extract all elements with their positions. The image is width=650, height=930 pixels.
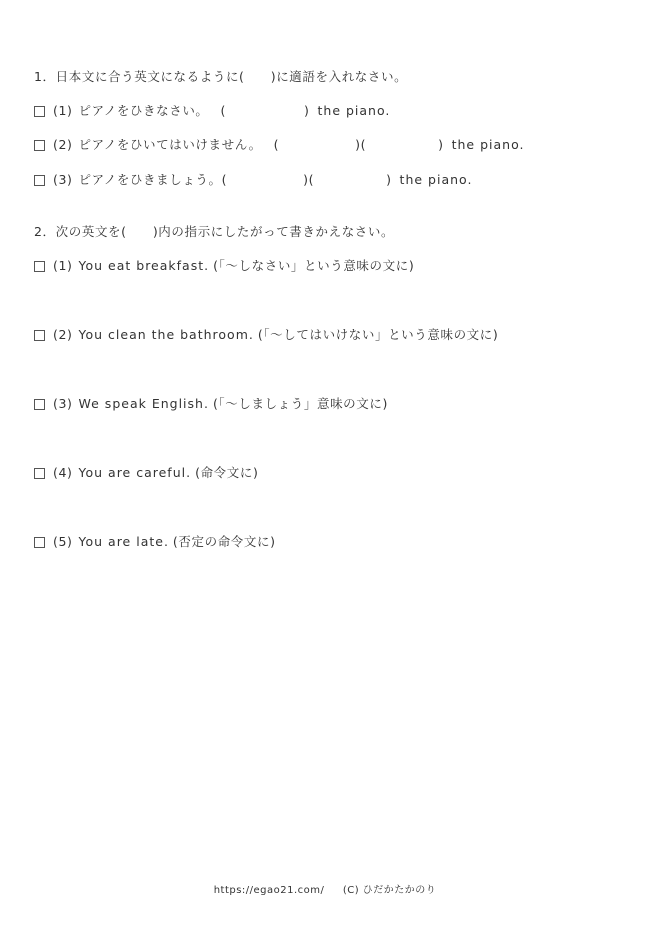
checkbox[interactable]	[34, 175, 45, 186]
blank-middle: )(	[303, 172, 315, 187]
english-text: the piano.	[399, 172, 473, 187]
english-text: the piano.	[317, 103, 391, 118]
blank-middle: )(	[355, 137, 367, 152]
page-footer	[0, 881, 650, 896]
rewrite-instruction: (命令文に)	[195, 465, 259, 480]
rewrite-instruction: (否定の命令文に)	[172, 534, 276, 549]
item-number: (1)	[53, 258, 73, 273]
section1-item-3	[34, 171, 472, 189]
rewrite-instruction: (「～してはいけない」という意味の文に)	[257, 327, 499, 342]
item-number: (4)	[53, 465, 73, 480]
checkbox[interactable]	[34, 399, 45, 410]
checkbox[interactable]	[34, 330, 45, 341]
blank-open: (	[273, 137, 280, 152]
section2-item-4	[34, 464, 258, 482]
section2-item-2	[34, 326, 498, 344]
english-sentence: You eat breakfast.	[78, 258, 210, 273]
checkbox[interactable]	[34, 468, 45, 479]
section2-heading: 2．次の英文を( )内の指示にしたがって書きかえなさい。	[34, 224, 395, 239]
section1-heading: 1．日本文に合う英文になるように( )に適語を入れなさい。	[34, 69, 408, 84]
english-sentence: You are late.	[78, 534, 169, 549]
rewrite-instruction: (「～しましょう」意味の文に)	[212, 396, 388, 411]
item-number: (2)	[53, 137, 73, 152]
item-number: (2)	[53, 327, 73, 342]
japanese-text: ピアノをひきましょう。(	[78, 172, 228, 187]
english-sentence: You are careful.	[78, 465, 192, 480]
japanese-text: ピアノをひいてはいけません。	[78, 137, 262, 152]
section2-item-5	[34, 533, 276, 551]
section1-item-2	[34, 136, 525, 154]
section2-item-1	[34, 257, 414, 275]
item-number: (1)	[53, 103, 73, 118]
english-sentence: We speak English.	[78, 396, 209, 411]
blank-close: )	[304, 103, 310, 118]
item-number: (3)	[53, 172, 73, 187]
checkbox[interactable]	[34, 261, 45, 272]
section1-item-1	[34, 102, 390, 120]
checkbox[interactable]	[34, 537, 45, 548]
checkbox[interactable]	[34, 106, 45, 117]
footer-url[interactable]: https://egao21.com/	[213, 885, 325, 896]
item-number: (5)	[53, 534, 73, 549]
english-sentence: You clean the bathroom.	[78, 327, 254, 342]
item-number: (3)	[53, 396, 73, 411]
section2-item-3	[34, 395, 388, 413]
blank-close: )	[386, 172, 392, 187]
japanese-text: ピアノをひきなさい。	[78, 103, 209, 118]
checkbox[interactable]	[34, 140, 45, 151]
blank-close: )	[438, 137, 444, 152]
english-text: the piano.	[451, 137, 525, 152]
footer-copyright: (C) ひだかたかのり	[342, 885, 437, 896]
blank-open: (	[220, 103, 227, 118]
rewrite-instruction: (「～しなさい」という意味の文に)	[213, 258, 415, 273]
